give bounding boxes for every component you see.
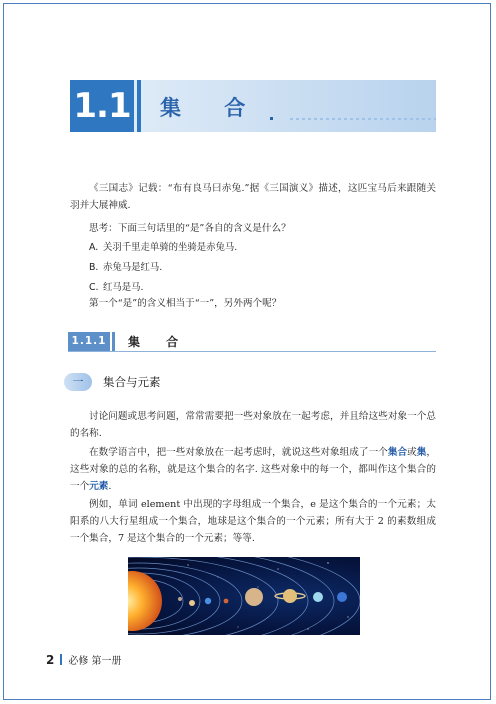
section-title: 集 合 bbox=[128, 335, 190, 349]
option-c bbox=[89, 279, 143, 296]
term-element: 元素 bbox=[89, 481, 109, 492]
section-number: 1.1.1 bbox=[68, 332, 110, 351]
section-separator bbox=[112, 332, 115, 351]
option-text: 关羽千里走单骑的坐骑是赤兔马. bbox=[103, 242, 238, 253]
text-run: ，这些对象的总的名称，就是这个集合的名字. 这些对象中的每一个，都叫作这个集合的一个 bbox=[70, 447, 437, 492]
chapter-separator bbox=[137, 80, 141, 132]
body-paragraph-2 bbox=[70, 444, 436, 495]
option-text: 红马是马. bbox=[103, 282, 144, 293]
book-name: 必修 第一册 bbox=[68, 656, 122, 667]
chapter-stripe bbox=[290, 118, 436, 120]
page-footer bbox=[46, 652, 122, 668]
section-underline bbox=[68, 351, 436, 352]
text-run: 在数学语言中，把一些对象放在一起考虑时，就说这些对象组成了一个 bbox=[89, 447, 388, 458]
chapter-title: 集 合 bbox=[160, 96, 264, 120]
solar-system-illustration bbox=[128, 557, 360, 635]
body-paragraph-3: 例如，单词 element 中出现的字母组成一个集合，e 是这个集合的一个元素；太阳系的八大行星组成一个集合，地球是这个集合的一个元素；所有大于 2 的素数组成一个集合，7 是这个集合的一个元素；等等. bbox=[70, 499, 436, 544]
option-letter: B. bbox=[89, 262, 99, 273]
sun bbox=[128, 571, 162, 631]
option-text: 赤兔马是红马. bbox=[103, 262, 163, 273]
option-letter: A. bbox=[89, 242, 99, 253]
body-paragraph-1: 讨论问题或思考问题，常常需要把一些对象放在一起考虑，并且给这些对象一个总的名称. bbox=[70, 411, 436, 439]
solar-system-image bbox=[128, 557, 360, 635]
text-run: . bbox=[108, 481, 112, 492]
text-run: 或 bbox=[407, 447, 417, 458]
subsection-title: 集合与元素 bbox=[103, 375, 161, 389]
option-b bbox=[89, 259, 162, 276]
intro-question: 思考：下面三句话里的“是”各自的含义是什么？ bbox=[89, 223, 291, 234]
page-number: 2 bbox=[46, 653, 55, 667]
chapter-number: 1.1 bbox=[70, 80, 134, 132]
option-letter: C. bbox=[89, 282, 99, 293]
option-a bbox=[89, 239, 237, 256]
subsection-marker: 一 bbox=[64, 373, 92, 391]
chapter-dot bbox=[270, 117, 273, 120]
footer-divider bbox=[60, 654, 62, 665]
intro-follow: 第一个“是”的含义相当于“一”，另外两个呢？ bbox=[89, 298, 282, 309]
term-set-short: 集 bbox=[416, 447, 427, 458]
intro-paragraph: 《三国志》记载：“布有良马曰赤兔.”据《三国演义》描述，这匹宝马后来跟随关羽并大展神威. bbox=[70, 183, 436, 211]
term-set: 集合 bbox=[387, 447, 408, 458]
